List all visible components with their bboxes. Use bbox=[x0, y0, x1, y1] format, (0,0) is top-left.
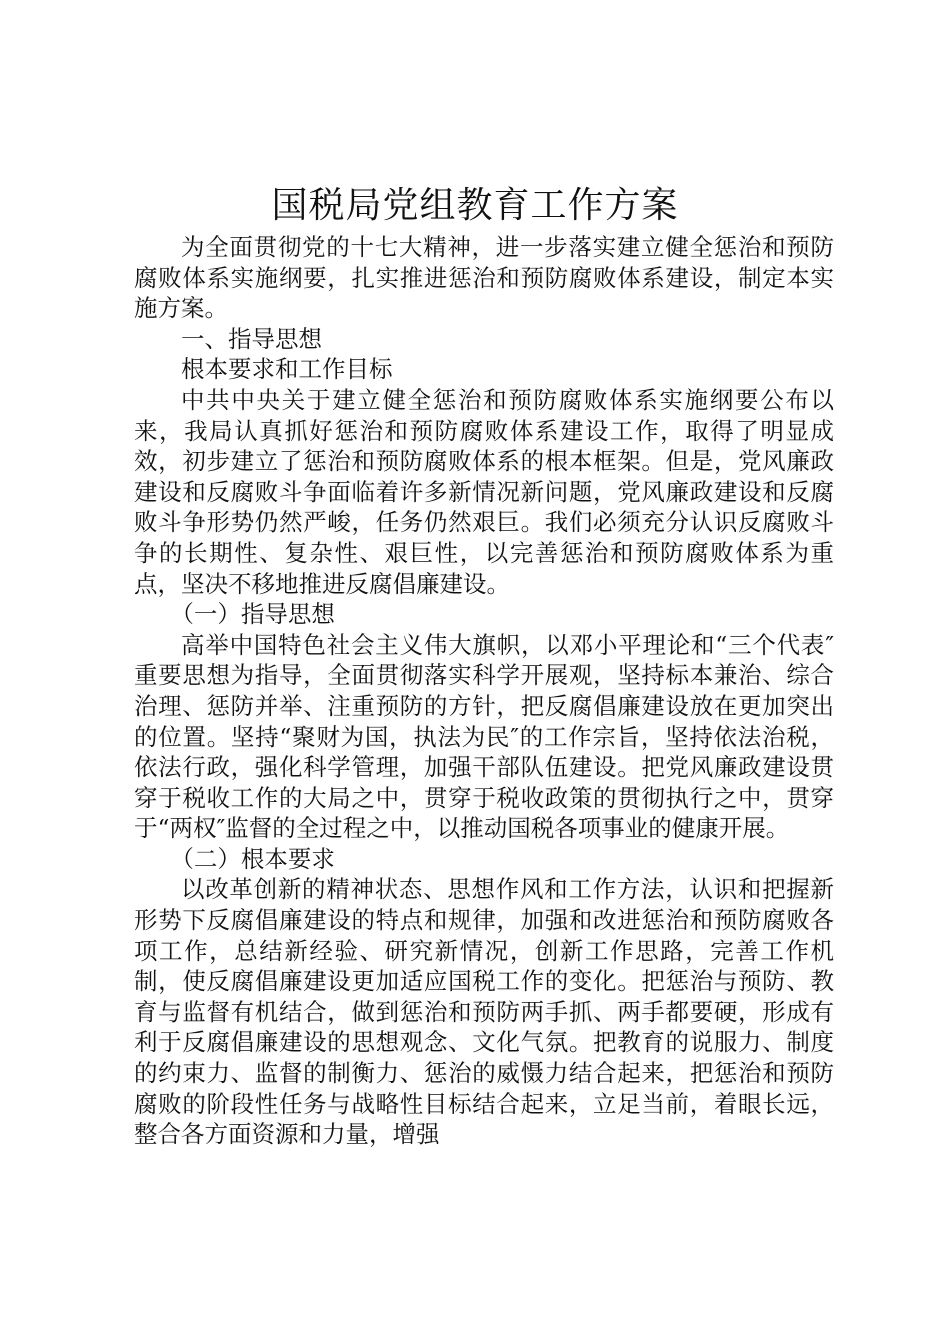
document-body bbox=[134, 232, 834, 1150]
document-title: 国税局党组教育工作方案 bbox=[271, 185, 679, 226]
subsection-heading-basic-requirements: （二）根本要求 bbox=[170, 844, 335, 873]
subsection-paragraph-guiding-ideology: 高举中国特色社会主义伟大旗帜，以邓小平理论和“三个代表″重要思想为指导，全面贯彻落实科学开展观，坚持标本兼治、综合治理、惩防并举、注重预防的方针，把反腐倡廉建设放在更加突出的位置。坚持“聚财为国，执法为民″的工作宗旨，坚持依法治税，依法行政，强化科学管理，加强干部队伍建设。把党风廉政建设贯穿于税收工作的大局之中，贯穿于税收政策的贯彻执行之中，贯穿于“两权″监督的全过程之中，以推动国税各项事业的健康开展。 bbox=[134, 630, 834, 843]
subsection-paragraph-basic-requirements: 以改革创新的精神状态、思想作风和工作方法，认识和把握新形势下反腐倡廉建设的特点和规律，加强和改进惩治和预防腐败各项工作，总结新经验、研究新情况，创新工作思路，完善工作机制，使反腐倡廉建设更加适应国税工作的变化。把惩治与预防、教育与监督有机结合，做到惩治和预防两手抓、两手都要硬，形成有利于反腐倡廉建设的思想观念、文化气氛。把教育的说服力、制度的约束力、监督的制衡力、惩治的威慑力结合起来，把惩治和预防腐败的阶段性任务与战略性目标结合起来，立足当前，着眼长远，整合各方面资源和力量，增强 bbox=[134, 875, 834, 1149]
section-paragraph-background: 中共中央关于建立健全惩治和预防腐败体系实施纲要公布以来，我局认真抓好惩治和预防腐败体系建设工作，取得了明显成效，初步建立了惩治和预防腐败体系的根本框架。但是，党风廉政建设和反腐败斗争面临着许多新情况新问题，党风廉政建设和反腐败斗争形势仍然严峻，任务仍然艰巨。我们必须充分认识反腐败斗争的长期性、复杂性、艰巨性，以完善惩治和预防腐败体系为重点，坚决不移地推进反腐倡廉建设。 bbox=[134, 385, 834, 598]
section-heading-guiding-ideology: 一、指导思想 bbox=[181, 324, 322, 353]
section-subheading-requirements-goals: 根本要求和工作目标 bbox=[181, 355, 393, 384]
intro-paragraph: 为全面贯彻党的十七大精神，进一步落实建立健全惩治和预防腐败体系实施纲要，扎实推进惩治和预防腐败体系建设，制定本实施方案。 bbox=[134, 233, 834, 323]
subsection-heading-guiding-ideology: （一）指导思想 bbox=[170, 600, 335, 629]
